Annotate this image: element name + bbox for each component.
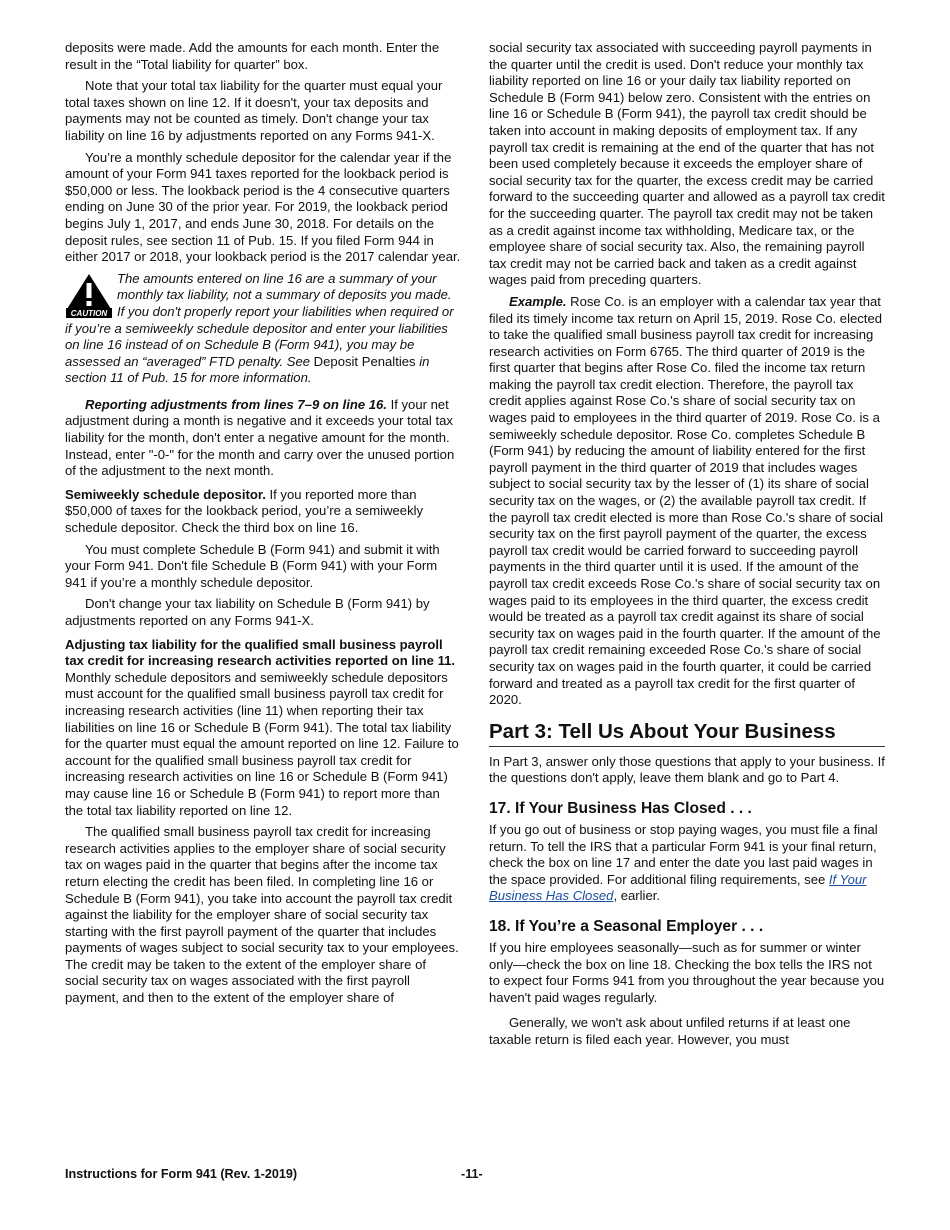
paragraph: The qualified small business payroll tax credit for increasing research activities applies to the employer share of social security tax on wages paid in the quarter that begins after the income tax return electing the credit has been filed. In completing line 16 or Schedule B (Form 941), you take into account the payroll tax credit against the liability for the employer share of social security tax starting with the first payroll payment of the quarter that includes payments of wages subject to social security tax to your employees. The credit may be taken to the extent of the employer share of social security tax on wages associated with the first payroll payment, and then to the extent of the employer share of	[65, 824, 459, 1006]
adjustments-text: If your net adjustment during a month is negative and it exceeds your total tax liability for the month, don't enter a negative amount for the month. Instead, enter "-0-" for the month and carry over the unused portion of the adjustment to the next month.	[65, 396, 455, 479]
footer-form-title: Instructions for Form 941 (Rev. 1-2019)	[65, 1167, 298, 1181]
paragraph: social security tax associated with succeeding payroll payments in the quarter until the credit is used. Don't reduce your monthly tax liability reported on line 16 or your daily tax liability reported on Schedule B (Form 941) below zero. Consistent with the entries on line 16 or Schedule B (Form 941), the payroll tax credit should be taken into account in making deposits of employment tax. If any payroll tax credit is remaining at the end of the quarter that has not been used completely because it exceeds the employer share of social security tax for the quarter, the excess credit may be carried forward to the succeeding quarter and allowed as a payroll tax credit for the succeeding quarter. The payroll tax credit may not be taken as a credit against income tax withholding, Medicare tax, or the employee share of social security tax. Also, the remaining payroll tax credit may not be carried back and taken as a credit against wages paid from preceding quarters.	[489, 40, 885, 288]
paragraph: You must complete Schedule B (Form 941) and submit it with your Form 941. Don't file Schedule B (Form 941) with your Form 941 if you’re a monthly schedule depositor.	[65, 541, 440, 590]
paragraph-credit	[65, 637, 461, 820]
paragraph: If you hire employees seasonally—such as for summer or winter only—check the box on line 18. Checking the box tells the IRS not to expect four Forms 941 from you throughout the year because you haven't paid wages regularly.	[489, 939, 885, 1005]
example-label: Example.	[509, 293, 567, 309]
semiweekly-heading: Semiweekly schedule depositor.	[65, 486, 266, 502]
paragraph-adjustments	[65, 397, 461, 480]
caution-label: CAUTION	[70, 308, 108, 318]
paragraph-semiweekly	[65, 487, 461, 537]
caution-note	[65, 271, 461, 387]
business-closed-link[interactable]: If Your Business Has Closed	[489, 871, 867, 904]
caution-text-end: in section 11 of Pub. 15 for more information.	[65, 353, 430, 386]
paragraph: In Part 3, answer only those questions that apply to your business. If the questions don't apply, leave them blank and go to Part 4.	[489, 753, 885, 786]
credit-heading: Adjusting tax liability for the qualified small business payroll tax credit for increasing research activities reported on line 11.	[65, 636, 456, 669]
paragraph: Note that your total tax liability for the quarter must equal your total taxes shown on line 12. If it doesn't, your tax deposits and payments may not be counted as timely. Don't change your tax liability on line 16 by adjustments reported on any Forms 941-X.	[65, 78, 443, 143]
section-18-heading: 18. If You’re a Seasonal Employer . . .	[489, 917, 764, 935]
caution-reference: Deposit Penalties	[313, 353, 416, 369]
paragraph-example	[489, 294, 885, 709]
part3-heading: Part 3: Tell Us About Your Business	[489, 720, 885, 747]
section-17-text: If you go out of business or stop paying wages, you must file a final return. To tell the IRS that a particular Form 941 is your final return, check the box on line 17 and enter the date you last paid wages in the space provided. For additional filing requirements, see	[489, 821, 878, 887]
paragraph: Don't change your tax liability on Schedule B (Form 941) by adjustments reported on any Forms 941-X.	[65, 596, 430, 628]
example-text: Rose Co. is an employer with a calendar tax year that filed its timely income tax return on April 15, 2019. Rose Co. elected to take the qualified small business payroll tax credit for increasing research activities on Form 6765. The third quarter of 2019 is the first quarter that begins after Rose Co. filed the income tax return making the payroll tax credit election. Therefore, the payroll tax credit applies against Rose Co.'s share of social security tax on wages paid to employees in the third quarter of 2019. Rose Co. is a semiweekly schedule depositor. Rose Co. completes Schedule B (Form 941) by reducing the amount of liability entered for the first payroll payment in the third quarter of 2019 that includes wages subject to social security tax by the lesser of (1) its share of social security tax on the wages, or (2) the available payroll tax credit. If the payroll tax credit elected is more than Rose Co.'s share of social security tax on the first payroll payment of the quarter, the excess payroll tax credit would be carried forward to succeeding payroll payments in the third quarter until it is used. If the amount of the payroll tax credit exceeds Rose Co.'s share of social security tax on wages paid to its employees in the third quarter, the excess credit would be treated as a payroll tax credit against its share of social security tax on wages paid in the fourth quarter. If the amount of the payroll tax credit remaining exceeded Rose Co.'s share of social security tax on wages paid in the fourth quarter, it could be carried forward and treated as a payroll tax credit for the first quarter of 2020.	[489, 293, 884, 708]
right-column	[489, 40, 885, 1053]
section-17-heading: 17. If Your Business Has Closed . . .	[489, 799, 752, 817]
left-column	[65, 40, 461, 1012]
paragraph: Generally, we won't ask about unfiled returns if at least one taxable return is filed each year. However, you must	[489, 1015, 851, 1047]
paragraph-17	[489, 822, 885, 905]
caution-text: The amounts entered on line 16 are a summary of your monthly tax liability, not a summary of deposits you made. If you don't properly report your liabilities when required or if you’re a semiweekly schedule depositor and enter your liabilities on line 16 instead of on Schedule B (Form 941), you may be assessed an “averaged” FTD penalty. See	[65, 270, 454, 369]
paragraph: You’re a monthly schedule depositor for the calendar year if the amount of your Form 941 taxes reported for the lookback period is $50,000 or less. The lookback period is the 4 consecutive quarters ending on June 30 of the prior year. For 2019, the lookback period begins July 1, 2017, and ends June 30, 2018. For details on the deposit rules, see section 11 of Pub. 15. If you filed Form 944 in either 2017 or 2018, your lookback period is the 2017 calendar year.	[65, 149, 461, 265]
caution-icon	[65, 273, 113, 319]
section-17-text-end: , earlier.	[613, 888, 661, 904]
adjustments-heading: Reporting adjustments from lines 7–9 on line 16.	[85, 396, 387, 412]
semiweekly-text: If you reported more than $50,000 of taxes for the lookback period, you’re a semiweekly schedule depositor. Check the third box on line 16.	[65, 486, 424, 536]
page-number: -11-	[461, 1167, 483, 1181]
paragraph: deposits were made. Add the amounts for each month. Enter the result in the “Total liability for quarter” box.	[65, 40, 440, 72]
credit-text: Monthly schedule depositors and semiweekly schedule depositors must account for the qualified small business payroll tax credit for increasing research activities (line 11) when reporting their tax liabilities on line 16 or Schedule B (Form 941). The total tax liability for the quarter must equal the amount reported on line 12. Failure to account for the qualified small business payroll tax credit for increasing research activities on line 16 or Schedule B (Form 941) may cause line 16 or Schedule B (Form 941) to report more than the total tax liability reported on line 12.	[65, 669, 459, 818]
